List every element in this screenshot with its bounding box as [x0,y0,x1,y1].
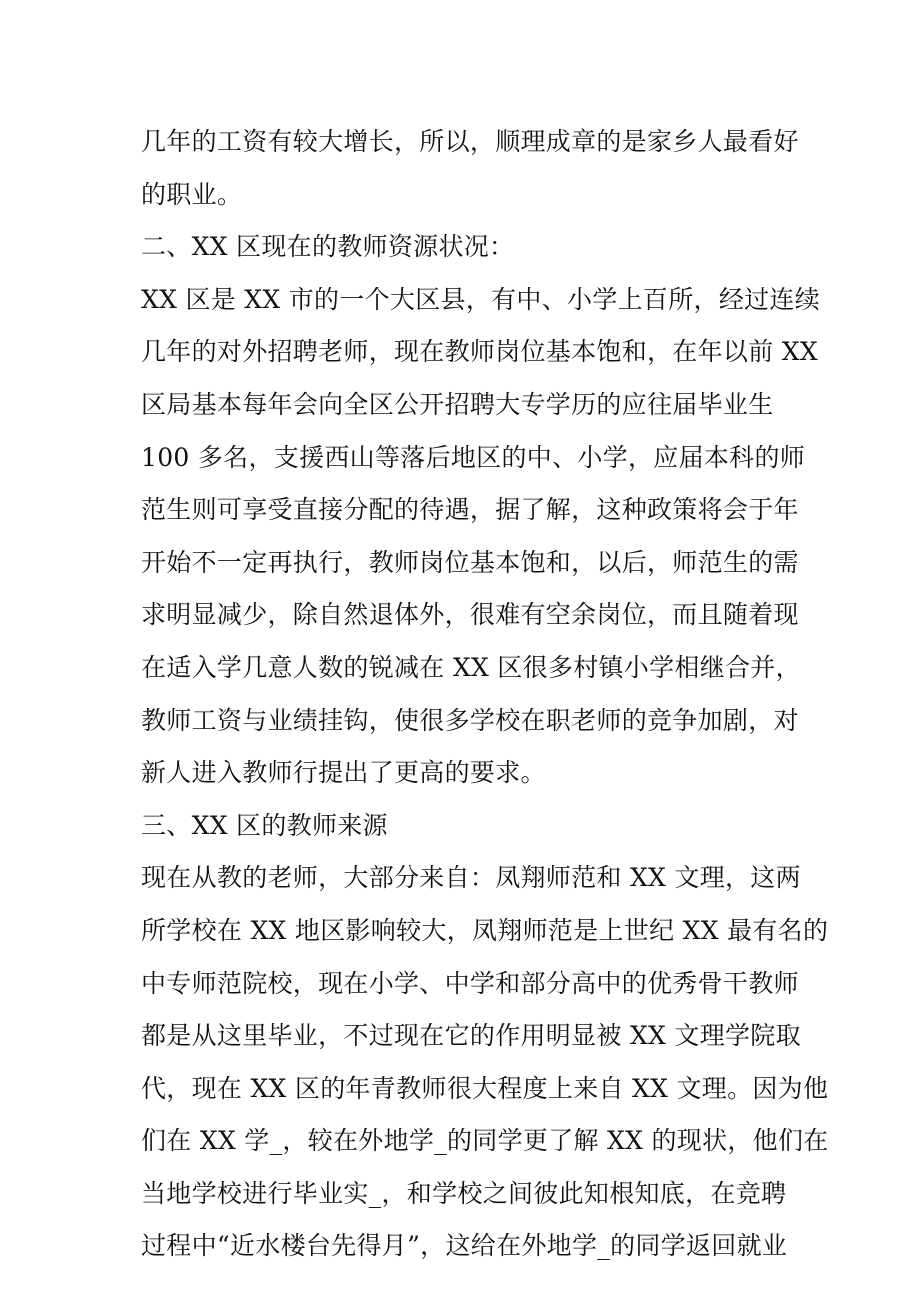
text-line-5: 几年的对外招聘老师，现在教师岗位基本饱和，在年以前 XX [141,337,818,367]
text-line-18: 都是从这里毕业，不过现在它的作用明显被 XX 文理学院取 [141,1021,801,1051]
text-line-6: 区局基本每年会向全区公开招聘大专学历的应往届毕业生 [141,389,774,419]
text-line-20: 们在 XX 学_，较在外地学_的同学更了解 XX 的现状，他们在 [141,1126,829,1156]
body-text [141,116,829,1273]
text-line-22: 过程中“近水楼台先得月”，这给在外地学_的同学返回就业 [141,1231,788,1261]
text-line-7: 100 多名，支援西山等落后地区的中、小学，应届本科的师 [141,442,806,472]
text-line-2: 的职业。 [141,179,243,209]
text-line-15: 现在从教的老师，大部分来自：凤翔师范和 XX 文理，这两 [141,863,801,893]
text-line-12: 教师工资与业绩挂钩，使很多学校在职老师的竞争加剧，对 [141,705,799,735]
section-heading-2: 二、XX 区现在的教师资源状况： [141,232,515,262]
text-line-19: 代，现在 XX 区的年青教师很大程度上来自 XX 文理。因为他 [141,1073,829,1103]
text-line-16: 所学校在 XX 地区影响较大，凤翔师范是上世纪 XX 最有名的 [141,915,829,945]
text-line-4: XX 区是 XX 市的一个大区县，有中、小学上百所，经过连续 [141,284,821,314]
text-line-10: 求明显减少，除自然退体外，很难有空余岗位，而且随着现 [141,600,799,630]
text-line-9: 开始不一定再执行，教师岗位基本饱和，以后，师范生的需 [141,547,799,577]
section-heading-3: 三、XX 区的教师来源 [141,810,388,840]
text-line-11: 在适入学几意人数的锐减在 XX 区很多村镇小学相继合并， [141,652,801,682]
text-line-17: 中专师范院校，现在小学、中学和部分高中的优秀骨干教师 [141,968,799,998]
text-line-8: 范生则可享受直接分配的待遇，据了解，这种政策将会于年 [141,495,799,525]
text-line-1: 几年的工资有较大增长，所以，顺理成章的是家乡人最看好 [141,127,799,156]
text-line-13: 新人进入教师行提出了更高的要求。 [141,758,546,788]
text-line-21: 当地学校进行毕业实_，和学校之间彼此知根知底，在竞聘 [141,1178,787,1208]
